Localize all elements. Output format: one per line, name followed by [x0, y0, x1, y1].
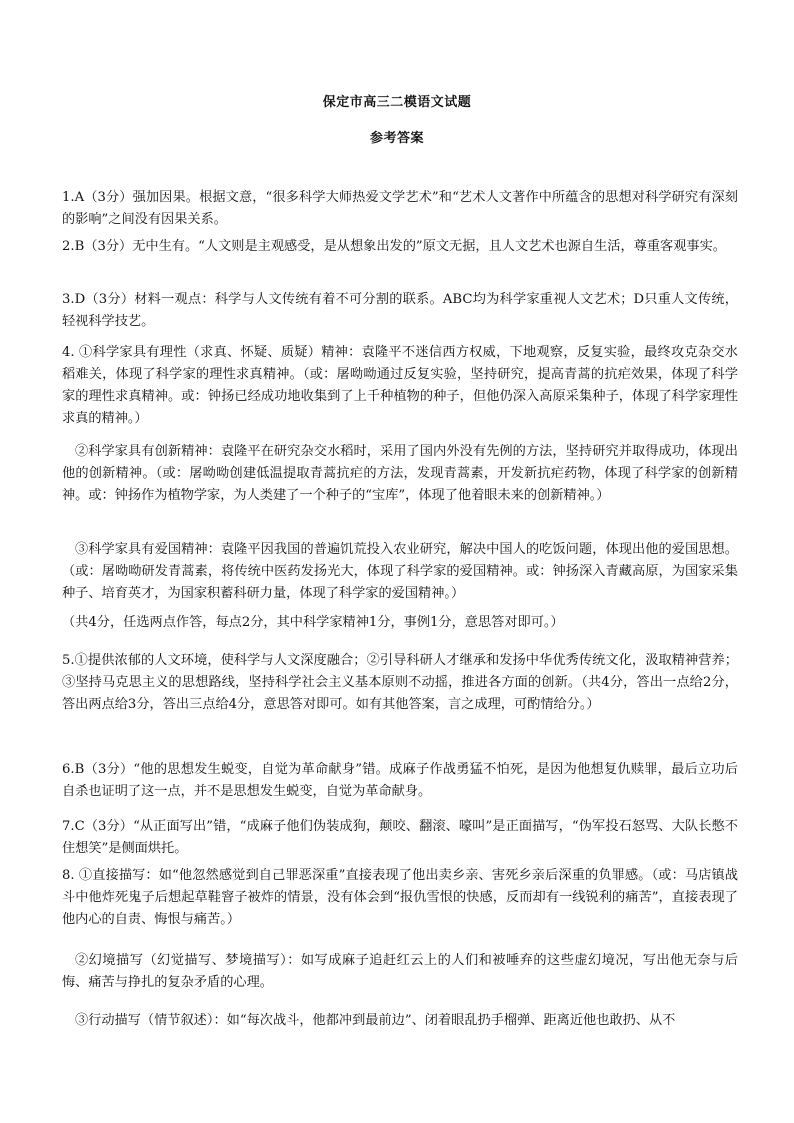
answer-4-point-1: 4. ①科学家具有理性（求真、怀疑、质疑）精神：袁隆平不迷信西方权威，下地观察，反复实验，最终攻克杂交水稻难关，体现了科学家的理性求真精神。（或：屠呦呦通过反复实验，坚持研究，提高青蒿的抗疟效果，体现了科学家的理性求真精神。或：钟扬已经成功地收集到了上千种植物的种子，但他仍深入高原采集种子，体现了科学家理性求真的精神。）	[62, 345, 738, 426]
answer-8-point-1: 8. ①直接描写：如“他忽然感觉到自己罪恶深重”直接表现了他出卖乡亲、害死乡亲后深重的负罪感。（或：马店镇战斗中他炸死鬼子后想起草鞋窨子被炸的情景，没有体会到“报仇雪恨的快感，反而却有一线锐利的痛苦”，直接表现了他内心的自责、悔恨与痛苦。）	[62, 868, 738, 927]
document-subtitle: 参考答案	[369, 131, 424, 146]
answer-8-point-2: ②幻境描写（幻觉描写、梦境描写）：如写成麻子追赶红云上的人们和被唾弃的这些虚幻境况，写出他无奈与后悔、痛苦与挣扎的复杂矛盾的心理。	[62, 953, 738, 990]
answer-2: 2.B（3分）无中生有。“人文则是主观感受，是从想象出发的”原文无据，且人文艺术也源自生活，尊重客观事实。	[62, 239, 726, 254]
answer-3: 3.D（3分）材料一观点：科学与人文传统有着不可分割的联系。ABC均为科学家重视人文艺术；D只重人文传统，轻视科学技艺。	[62, 292, 738, 329]
answer-8-point-3: ③行动描写（情节叙述）：如“每次战斗，他都冲到最前边”、闭着眼乱扔手榴弹、距离近他也敢扔、从不	[75, 1013, 676, 1028]
answer-4-point-2: ②科学家具有创新精神：袁隆平在研究杂交水稻时，采用了国内外没有先例的方法，坚持研究并取得成功，体现出他的创新精神。（或：屠呦呦创建低温提取青蒿抗疟的方法，发现青蒿素，开发新抗疟药物，体现了科学家的创新精神。或：钟扬作为植物学家，为人类建了一个种子的“宝库”，体现了他着眼未来的创新精神。）	[62, 444, 738, 503]
answer-1: 1.A（3分）强加因果。根据文意，“很多科学大师热爱文学艺术”和“艺术人文著作中所蕴含的思想对科学研究有深刻的影响”之间没有因果关系。	[62, 190, 738, 227]
document-title: 保定市高三二模语文试题	[322, 95, 472, 110]
answer-4-point-3: ③科学家具有爱国精神：袁隆平因我国的普遍饥荒投入农业研究，解决中国人的吃饭问题，体现出他的爱国思想。（或：屠呦呦研发青蒿素，将传统中医药发扬光大，体现了科学家的爱国精神。或：钟扬深入青藏高原，为国家采集种子、培育英才，为国家积蓄科研力量，体现了科学家的爱国精神。）	[62, 542, 738, 601]
answer-5: 5.①提供浓郁的人文环境，使科学与人文深度融合；②引导科研人才继承和发扬中华优秀传统文化，汲取精神营养；③坚持马克思主义的思想路线，坚持科学社会主义基本原则不动摇，推进各方面的创新。（共4分，答出一点给2分，答出两点给3分，答出三点给4分，意思答对即可。如有其他答案，言之成理，可酌情给分。）	[62, 653, 738, 712]
answer-7: 7.C（3分）“从正面写出”错，“成麻子他们伪装成狗，颠咬、翻滚、嚎叫”是正面描写，“伪军投石怒骂、大队长憋不住想笑”是侧面烘托。	[62, 819, 738, 856]
answer-6: 6.B（3分）“他的思想发生蜕变，自觉为革命献身”错。成麻子作战勇猛不怕死，是因为他想复仇赎罪，最后立功后自杀也证明了这一点，并不是思想发生蜕变，自觉为革命献身。	[62, 762, 738, 799]
answer-4-scoring: （共4分，任选两点作答，每点2分，其中科学家精神1分，事例1分，意思答对即可。）	[62, 615, 564, 630]
